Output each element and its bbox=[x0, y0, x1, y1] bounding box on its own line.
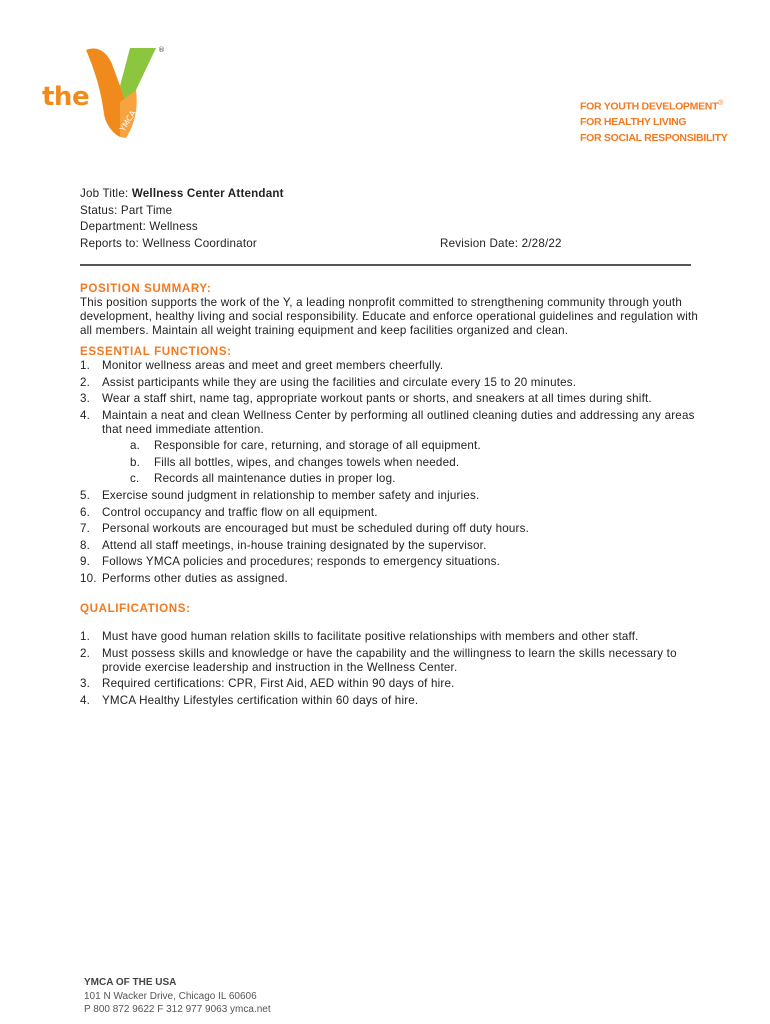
logo-registered-mark: ® bbox=[158, 46, 165, 54]
list-item: 10. Performs other duties as assigned. bbox=[80, 571, 288, 585]
sub-list-item: a. Responsible for care, returning, and storage of all equipment. bbox=[130, 439, 481, 453]
list-item: 1. Must have good human relation skills to facilitate positive relationships with members and other staff. bbox=[80, 630, 639, 644]
list-item: 2. Assist participants while they are using the facilities and circulate every 15 to 20 minutes. bbox=[80, 375, 577, 389]
footer-contact: P 800 872 9622 F 312 977 9063 ymca.net bbox=[84, 1004, 271, 1015]
list-item: 5. Exercise sound judgment in relationship to member safety and injuries. bbox=[80, 488, 480, 502]
sub-list-item: c. Records all maintenance duties in proper log. bbox=[130, 472, 396, 486]
ymca-logo bbox=[42, 42, 172, 142]
list-item: 6. Control occupancy and traffic flow on all equipment. bbox=[80, 505, 378, 519]
list-item: 2. Must possess skills and knowledge or have the capability and the willingness to learn the skills necessary to provide exercise leadership and instruction in the Wellness Center. bbox=[80, 647, 677, 674]
qualifications-list bbox=[80, 630, 700, 707]
sub-list-item: b. Fills all bottles, wipes, and changes towels when needed. bbox=[130, 455, 460, 469]
footer-org: YMCA OF THE USA bbox=[84, 977, 177, 988]
header-divider bbox=[80, 264, 691, 266]
footer-address: 101 N Wacker Drive, Chicago IL 60606 bbox=[84, 990, 257, 1002]
motto-line: FOR YOUTH DEVELOPMENT® bbox=[580, 100, 724, 113]
job-title-line bbox=[80, 186, 700, 203]
summary-title: POSITION SUMMARY: bbox=[80, 282, 212, 296]
functions-title: ESSENTIAL FUNCTIONS: bbox=[80, 345, 232, 359]
list-item: 3. Required certifications: CPR, First Aid, AED within 90 days of hire. bbox=[80, 677, 455, 691]
logo-the-text: the bbox=[42, 82, 90, 112]
list-item: 7. Personal workouts are encouraged but must be scheduled during off duty hours. bbox=[80, 522, 530, 536]
logo-ymca-text: YMCA bbox=[118, 108, 138, 134]
motto-line: FOR HEALTHY LIVING bbox=[580, 116, 687, 128]
motto-mark: ® bbox=[718, 100, 724, 107]
list-item: 3. Wear a staff shirt, name tag, appropriate workout pants or shorts, and sneakers at all times during shift. bbox=[80, 392, 652, 406]
job-title-label: Job Title: bbox=[80, 187, 132, 200]
department-line: Department: Wellness bbox=[80, 220, 198, 234]
mottos bbox=[580, 96, 728, 146]
revision-date: Revision Date: 2/28/22 bbox=[440, 237, 562, 250]
job-title-value: Wellness Center Attendant bbox=[131, 187, 284, 200]
sub-list bbox=[102, 439, 700, 486]
motto-line: FOR SOCIAL RESPONSIBILITY bbox=[580, 131, 728, 144]
list-item: 4. YMCA Healthy Lifestyles certification within 60 days of hire. bbox=[80, 693, 419, 707]
summary-text: This position supports the work of the Y, a leading nonprofit committed to strengthening community through youth development, healthy living and social responsibility. Educate and enforce operational guidelines and regulation with all members. Maintain all weight training equipment and keep facilities organized and clean. bbox=[80, 296, 699, 337]
functions-list bbox=[80, 359, 700, 585]
footer bbox=[84, 976, 271, 1017]
reports-to-line: Reports to: Wellness Coordinator bbox=[80, 236, 257, 250]
list-item: 9. Follows YMCA policies and procedures; responds to emergency situations. bbox=[80, 555, 501, 569]
status-line: Status: Part Time bbox=[80, 203, 173, 217]
list-item: 8. Attend all staff meetings, in-house training designated by the supervisor. bbox=[80, 538, 487, 552]
list-item: 4. Maintain a neat and clean Wellness Center by performing all outlined cleaning duties and addressing any areas that need immediate attention. a. Responsible for care, returning, and storage of all equipment. b. Fills all bottles, wipes, and changes towels when needed. c. Records all maintenance duties in proper log. bbox=[80, 409, 700, 486]
qualifications-title: QUALIFICATIONS: bbox=[80, 602, 191, 616]
list-item: 1. Monitor wellness areas and meet and greet members cheerfully. bbox=[80, 359, 444, 373]
ymca-y-icon bbox=[76, 42, 176, 142]
